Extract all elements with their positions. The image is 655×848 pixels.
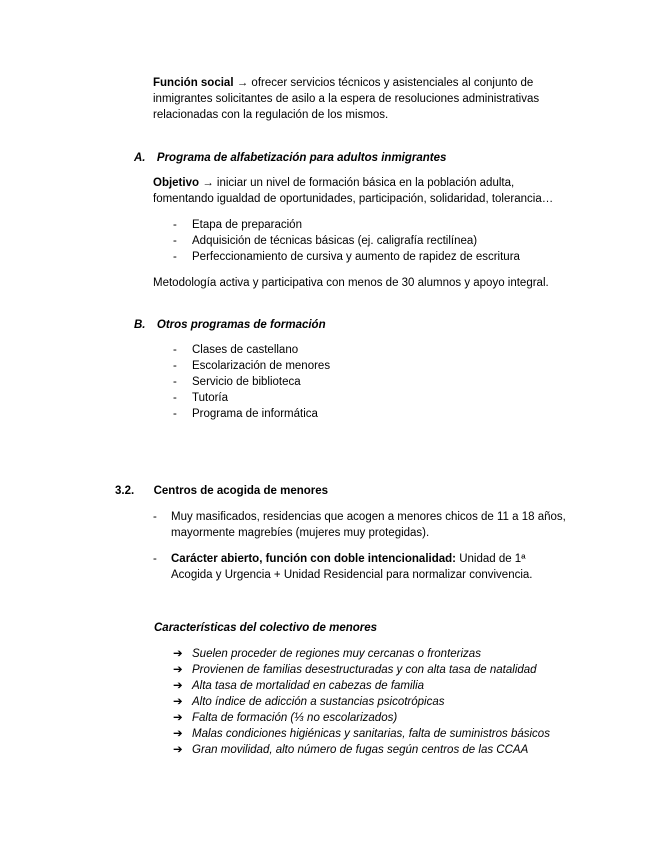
- bullet-1-line-1: Muy masificados, residencias que acogen a menores chicos de 11 a 18 años,: [171, 511, 566, 523]
- dash-bullet: -: [173, 408, 177, 420]
- arrow-glyph: →: [202, 177, 214, 189]
- objetivo-line-1: [153, 175, 593, 191]
- list-item-text: Alto índice de adicción a sustancias psicotrópicas: [192, 696, 445, 708]
- arrow-bullet-icon: ➔: [173, 664, 183, 676]
- arrow-bullet-icon: ➔: [173, 728, 183, 740]
- dash-bullet: -: [153, 553, 157, 565]
- section-3-2-bullet-1: [153, 509, 593, 541]
- bullet-1-line-2: mayormente magrebíes (mujeres muy protegidas).: [171, 527, 430, 539]
- section-3-2-number: 3.2.: [115, 485, 135, 497]
- list-item-text: Provienen de familias desestructuradas y con alta tasa de natalidad: [192, 664, 537, 676]
- funcion-social-text: ofrecer servicios técnicos y asistenciales al conjunto de: [251, 77, 534, 89]
- section-b-heading: [134, 317, 326, 333]
- funcion-social-paragraph: [153, 75, 593, 123]
- list-item-text: Adquisición de técnicas básicas (ej. caligrafía rectilínea): [192, 235, 478, 247]
- section-3-2-heading: [115, 483, 328, 499]
- list-item-text: Etapa de preparación: [192, 219, 302, 231]
- section-a-list: [173, 217, 593, 265]
- section-3-2-title: Centros de acogida de menores: [153, 485, 329, 497]
- section-b-list: [173, 342, 593, 422]
- dash-bullet: -: [173, 392, 177, 404]
- list-item-text: Servicio de biblioteca: [192, 376, 301, 388]
- section-a-heading: [134, 150, 446, 166]
- list-item-text: Falta de formación (⅓ no escolarizados): [192, 712, 398, 724]
- dash-bullet: -: [173, 360, 177, 372]
- arrow-bullet-icon: ➔: [173, 712, 183, 724]
- funcion-social-line-2: inmigrantes solicitantes de asilo a la espera de resoluciones administrativas: [153, 93, 540, 105]
- section-b-title: Otros programas de formación: [156, 319, 326, 331]
- caracteristicas-heading: Características del colectivo de menores: [154, 622, 378, 634]
- objetivo-label: Objetivo: [153, 177, 200, 189]
- list-item-text: Escolarización de menores: [192, 360, 331, 372]
- list-item-text: Suelen proceder de regiones muy cercanas o fronterizas: [192, 648, 481, 660]
- list-item-text: Alta tasa de mortalidad en cabezas de familia: [192, 680, 425, 692]
- dash-bullet: -: [173, 219, 177, 231]
- list-item-text: Gran movilidad, alto número de fugas según centros de las CCAA: [192, 744, 529, 756]
- bullet-2-line-2: Acogida y Urgencia + Unidad Residencial para normalizar convivencia.: [171, 569, 533, 581]
- dash-bullet: -: [173, 251, 177, 263]
- objetivo-text: iniciar un nivel de formación básica en la población adulta,: [216, 177, 515, 189]
- list-item-text: Programa de informática: [192, 408, 318, 420]
- caracteristicas-list: [173, 646, 593, 758]
- arrow-bullet-icon: ➔: [173, 696, 183, 708]
- bullet-2-rest: Unidad de 1ª: [459, 553, 526, 565]
- section-3-2-bullet-2: [153, 551, 593, 583]
- funcion-social-line-1: [153, 75, 593, 91]
- dash-bullet: -: [173, 235, 177, 247]
- arrow-bullet-icon: ➔: [173, 680, 183, 692]
- list-item-text: Tutoría: [192, 392, 229, 404]
- section-a-marker: A.: [134, 152, 146, 164]
- list-item-text: Perfeccionamiento de cursiva y aumento de rapidez de escritura: [192, 251, 520, 263]
- list-item-text: Malas condiciones higiénicas y sanitarias, falta de suministros básicos: [192, 728, 550, 740]
- dash-bullet: -: [173, 344, 177, 356]
- objetivo-paragraph: [153, 175, 593, 207]
- section-a-title: Programa de alfabetización para adultos inmigrantes: [156, 152, 447, 164]
- dash-bullet: -: [173, 376, 177, 388]
- dash-bullet: -: [153, 511, 157, 523]
- arrow-glyph: →: [236, 77, 249, 89]
- objetivo-line-2: fomentando igualdad de oportunidades, participación, solidaridad, tolerancia…: [153, 193, 554, 205]
- arrow-bullet-icon: ➔: [173, 648, 183, 660]
- bullet-2-bold: Carácter abierto, función con doble intencionalidad:: [171, 553, 456, 565]
- funcion-social-line-3: relacionadas con la regulación de los mismos.: [153, 109, 389, 121]
- section-b-marker: B.: [134, 319, 146, 331]
- metodologia-paragraph: Metodología activa y participativa con menos de 30 alumnos y apoyo integral.: [153, 277, 549, 289]
- bullet-2-line-1: [171, 551, 593, 567]
- funcion-social-label: Función social: [153, 77, 234, 89]
- arrow-bullet-icon: ➔: [173, 744, 183, 756]
- list-item-text: Clases de castellano: [192, 344, 299, 356]
